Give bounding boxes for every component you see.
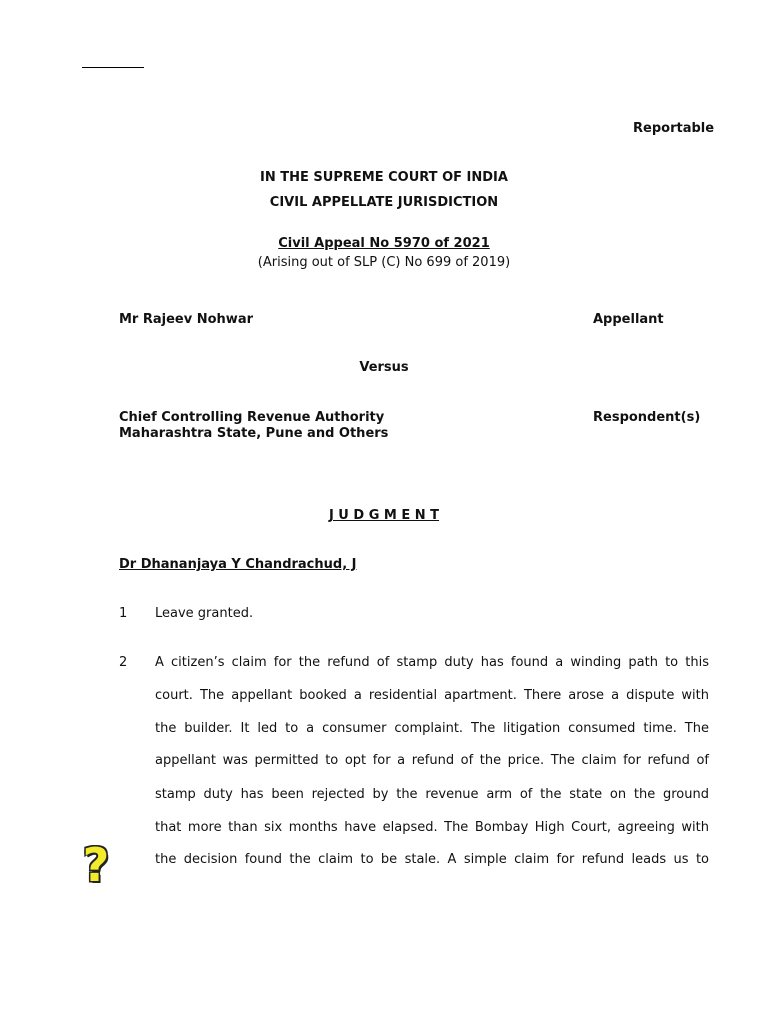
jurisdiction-heading: CIVIL APPELLATE JURISDICTION bbox=[269, 195, 499, 210]
paragraph-line: that more than six months have elapsed. The Bombay High Court, agreeing with bbox=[155, 820, 709, 835]
judgment-title bbox=[0, 508, 768, 523]
appellant-name: Mr Rajeev Nohwar bbox=[119, 312, 254, 327]
appeal-number-text: Civil Appeal No 5970 of 2021 bbox=[278, 236, 490, 251]
respondent-name-line2: Maharashtra State, Pune and Others bbox=[119, 426, 389, 441]
court-heading: IN THE SUPREME COURT OF INDIA bbox=[260, 170, 508, 185]
appeal-number bbox=[0, 236, 768, 251]
reportable-label: Reportable bbox=[633, 121, 715, 136]
top-rule bbox=[82, 67, 144, 68]
paragraph-line: court. The appellant booked a residential apartment. There arose a dispute with bbox=[155, 688, 709, 703]
respondent-name-line1: Chief Controlling Revenue Authority bbox=[119, 410, 385, 425]
versus-label: Versus bbox=[359, 360, 409, 375]
paragraph-number: 1 bbox=[119, 606, 128, 621]
paragraph-line: appellant was permitted to opt for a refund of the price. The claim for refund of bbox=[155, 753, 709, 768]
paragraph-line: the builder. It led to a consumer complaint. The litigation consumed time. The bbox=[155, 721, 709, 736]
respondent-role: Respondent(s) bbox=[593, 410, 701, 425]
paragraph-number: 2 bbox=[119, 655, 128, 670]
paragraph-line: A citizen’s claim for the refund of stamp duty has found a winding path to this bbox=[155, 655, 709, 670]
appellant-role: Appellant bbox=[593, 312, 664, 327]
paragraph-line: stamp duty has been rejected by the revenue arm of the state on the ground bbox=[155, 787, 709, 802]
arising-note: (Arising out of SLP (C) No 699 of 2019) bbox=[257, 255, 511, 270]
judge-name: Dr Dhananjaya Y Chandrachud, J bbox=[119, 557, 357, 572]
question-mark-icon[interactable]: ? bbox=[82, 838, 110, 892]
judgment-title-text: J U D G M E N T bbox=[328, 508, 440, 523]
paragraph-line: the decision found the claim to be stale. A simple claim for refund leads us to bbox=[155, 852, 709, 867]
paragraph-line: Leave granted. bbox=[155, 606, 254, 621]
